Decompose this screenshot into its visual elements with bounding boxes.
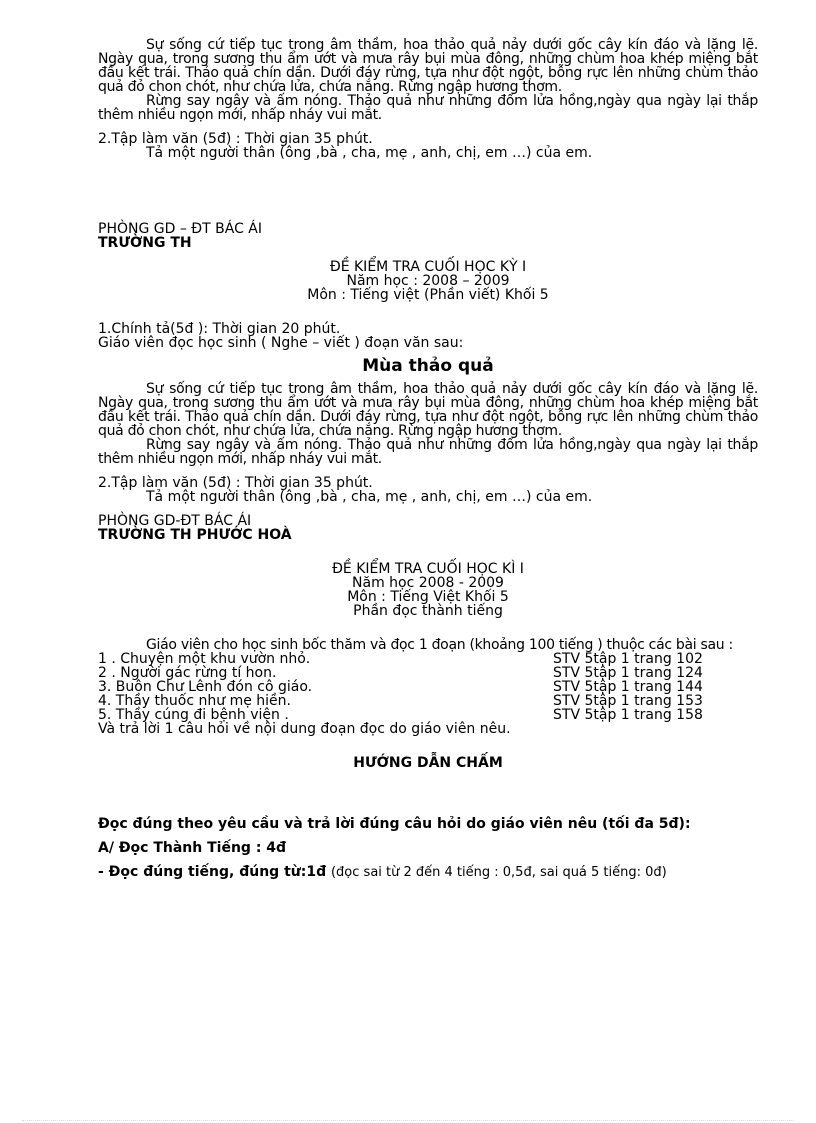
reading-list bbox=[98, 652, 758, 722]
top-passage-paragraph-1: Sự sống cứ tiếp tục trong âm thầm, hoa thảo quả nảy dưới gốc cây kín đáo và lặng lẽ. Ngày qua, trong sương thu ẩm ướt và mưa rây bụi mùa đông, những chùm hoa khép miệng bắt đầu kết trái. Thảo quả chín dần. Dưới đáy rừng, tựa như đột ngột, bỗng rực lên những chùm thảo quả đỏ chon chót, như chứa lửa, chứa nắng. Rừng ngập hương thơm. bbox=[98, 37, 758, 95]
reading-source: STV 5tập 1 trang 102 bbox=[553, 651, 703, 667]
reading-list-item bbox=[98, 694, 758, 708]
exam1-essay-prompt: Tả một người thân (ông ,bà , cha, mẹ , anh, chị, em …) của em. bbox=[146, 489, 593, 505]
reading-title: 3. Buôn Chư Lênh đón cô giáo. bbox=[98, 679, 313, 695]
exam1-school: TRƯỜNG TH bbox=[98, 235, 192, 251]
exam2-department: PHÒNG GD-ĐT BÁC ÁI bbox=[98, 513, 252, 529]
reading-source: STV 5tập 1 trang 153 bbox=[553, 693, 703, 709]
document-page bbox=[98, 38, 758, 885]
grading-criteria-a1-label: - Đọc đúng tiếng, đúng từ:1đ bbox=[98, 864, 327, 880]
exam1-subject: Môn : Tiếng việt (Phần viết) Khối 5 bbox=[307, 287, 549, 303]
grading-criteria-a: A/ Đọc Thành Tiếng : 4đ bbox=[98, 840, 287, 856]
exam2-subject: Môn : Tiếng Việt Khối 5 bbox=[347, 589, 509, 605]
grading-criteria-main: Đọc đúng theo yêu cầu và trả lời đúng câu hỏi do giáo viên nêu (tối đa 5đ): bbox=[98, 816, 691, 832]
exam1-paragraph-1: Sự sống cứ tiếp tục trong âm thầm, hoa thảo quả nảy dưới gốc cây kín đáo và lặng lẽ. Ngày qua, trong sương thu ẩm ướt và mưa rây bụi mùa đông, những chùm hoa khép miệng bắt đầu kết trái. Thảo quả chín dần. Dưới đáy rừng, tựa như đột ngột, bỗng rực lên những chùm thảo quả đỏ chon chót, như chứa lửa, chứa nắng. Rừng ngập hương thơm. bbox=[98, 381, 758, 439]
grading-criteria-a1 bbox=[98, 860, 758, 885]
exam1-dictation-heading: 1.Chính tả(5đ ): Thời gian 20 phút. bbox=[98, 321, 341, 337]
reading-source: STV 5tập 1 trang 158 bbox=[553, 707, 703, 723]
reading-source: STV 5tập 1 trang 144 bbox=[553, 679, 703, 695]
reading-title: 5. Thầy cúng đi bệnh viện . bbox=[98, 707, 289, 723]
reading-list-item bbox=[98, 708, 758, 722]
exam2-instruction: Giáo viên cho học sinh bốc thăm và đọc 1 đoạn (khoảng 100 tiếng ) thuộc các bài sau : bbox=[146, 637, 733, 653]
exam1-paragraph-2: Rừng say ngây và ấm nóng. Thảo quả như những đốm lửa hồng,ngày qua ngày lại thắp thêm nhiều ngọn mới, nhấp nháy vui mắt. bbox=[98, 437, 758, 467]
exam1-year: Năm học : 2008 – 2009 bbox=[346, 273, 510, 289]
top-essay-prompt: Tả một người thân (ông ,bà , cha, mẹ , anh, chị, em …) của em. bbox=[146, 145, 593, 161]
exam1-essay-heading: 2.Tập làm văn (5đ) : Thời gian 35 phút. bbox=[98, 475, 373, 491]
exam2-answer-instruction: Và trả lời 1 câu hỏi về nội dung đoạn đọc do giáo viên nêu. bbox=[98, 721, 511, 737]
exam1-department: PHÒNG GD – ĐT BÁC ÁI bbox=[98, 221, 263, 237]
reading-title: 1 . Chuyện một khu vườn nhỏ. bbox=[98, 651, 311, 667]
top-passage-paragraph-2: Rừng say ngây và ấm nóng. Thảo quả như những đốm lửa hồng,ngày qua ngày lại thắp thêm nhiều ngọn mới, nhấp nháy vui mắt. bbox=[98, 93, 758, 123]
grading-guide-title: HƯỚNG DẪN CHẤM bbox=[353, 755, 503, 771]
reading-list-item bbox=[98, 652, 758, 666]
exam2-year: Năm học 2008 - 2009 bbox=[352, 575, 504, 591]
reading-list-item bbox=[98, 680, 758, 694]
exam2-school: TRƯỜNG TH PHƯỚC HOÀ bbox=[98, 527, 292, 543]
reading-source: STV 5tập 1 trang 124 bbox=[553, 665, 703, 681]
exam1-passage-title: Mùa thảo quả bbox=[362, 356, 494, 376]
exam1-title: ĐỀ KIỂM TRA CUỐI HỌC KỲ I bbox=[329, 259, 527, 275]
reading-title: 2 . Người gác rừng tí hon. bbox=[98, 665, 277, 681]
page-bottom-divider bbox=[22, 1120, 794, 1121]
exam2-part: Phần đọc thành tiếng bbox=[353, 603, 503, 619]
grading-criteria-a1-note: (đọc sai từ 2 đến 4 tiếng : 0,5đ, sai quá 5 tiếng: 0đ) bbox=[330, 865, 667, 880]
exam2-title: ĐỀ KIỂM TRA CUỐI HỌC KÌ I bbox=[332, 561, 524, 577]
exam1-dictation-instruction: Giáo viên đọc học sinh ( Nghe – viết ) đoạn văn sau: bbox=[98, 335, 464, 351]
reading-title: 4. Thầy thuốc như mẹ hiền. bbox=[98, 693, 291, 709]
top-essay-heading: 2.Tập làm văn (5đ) : Thời gian 35 phút. bbox=[98, 131, 373, 147]
reading-list-item bbox=[98, 666, 758, 680]
